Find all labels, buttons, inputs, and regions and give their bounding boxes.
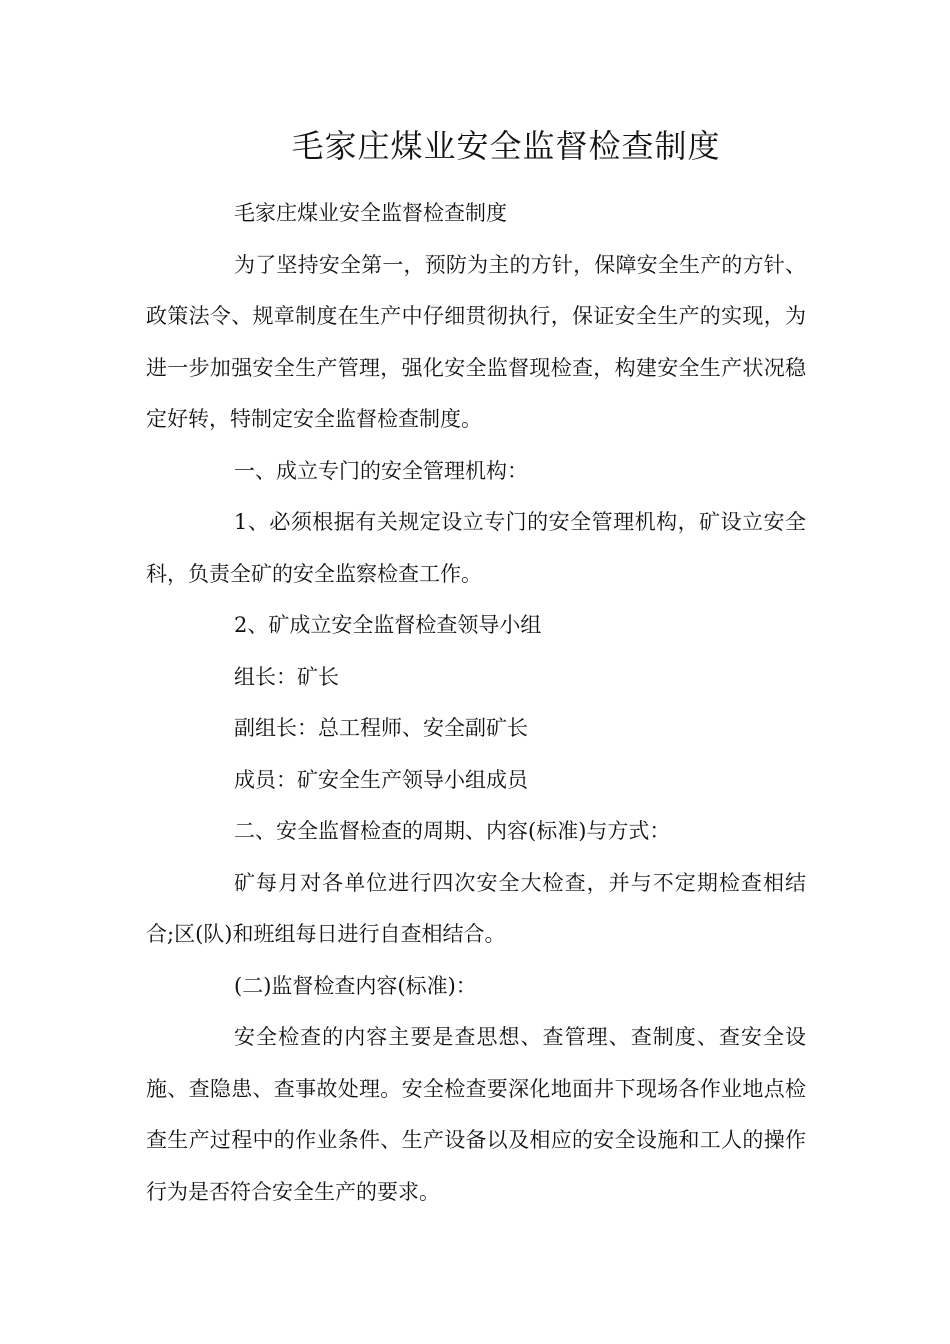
paragraph-purpose: 为了坚持安全第一，预防为主的方针，保障安全生产的方针、政策法令、规章制度在生产中仔细贯彻执行，保证安全生产的实现，为进一步加强安全生产管理，强化安全监督现检查，构建安全生产状况稳定好转，特制定安全监督检查制度。: [146, 252, 806, 431]
document-title: 毛家庄煤业安全监督检查制度: [291, 127, 721, 165]
paragraph-item-2: 2、矿成立安全监督检查领导小组: [234, 613, 542, 637]
paragraph-inspection-cycle: 矿每月对各单位进行四次安全大检查，并与不定期检查相结合;区(队)和班组每日进行自查相结合。: [146, 870, 806, 946]
paragraph-members: 成员：矿安全生产领导小组成员: [234, 767, 528, 792]
section-heading-organization: 一、成立专门的安全管理机构：: [234, 458, 528, 483]
section-heading-inspection: 二、安全监督检查的周期、内容(标准)与方式：: [234, 819, 671, 843]
paragraph-deputy-leader: 副组长：总工程师、安全副矿长: [234, 716, 528, 740]
paragraph-item-1: 1、必须根据有关规定设立专门的安全管理机构，矿设立安全科，负责全矿的安全监察检查工作。: [146, 510, 806, 586]
paragraph-inspection-content: 安全检查的内容主要是查思想、查管理、查制度、查安全设施、查隐患、查事故处理。安全检查要深化地面井下现场各作业地点检查生产过程中的作业条件、生产设备以及相应的安全设施和工人的操作行为是否符合安全生产的要求。: [146, 1025, 806, 1204]
document-body: [146, 188, 806, 1218]
paragraph-heading-repeat: 毛家庄煤业安全监督检查制度: [234, 201, 507, 225]
subheading-inspection-content: (二)监督检查内容(标准)：: [234, 973, 477, 998]
paragraph-team-leader: 组长：矿长: [234, 664, 339, 689]
